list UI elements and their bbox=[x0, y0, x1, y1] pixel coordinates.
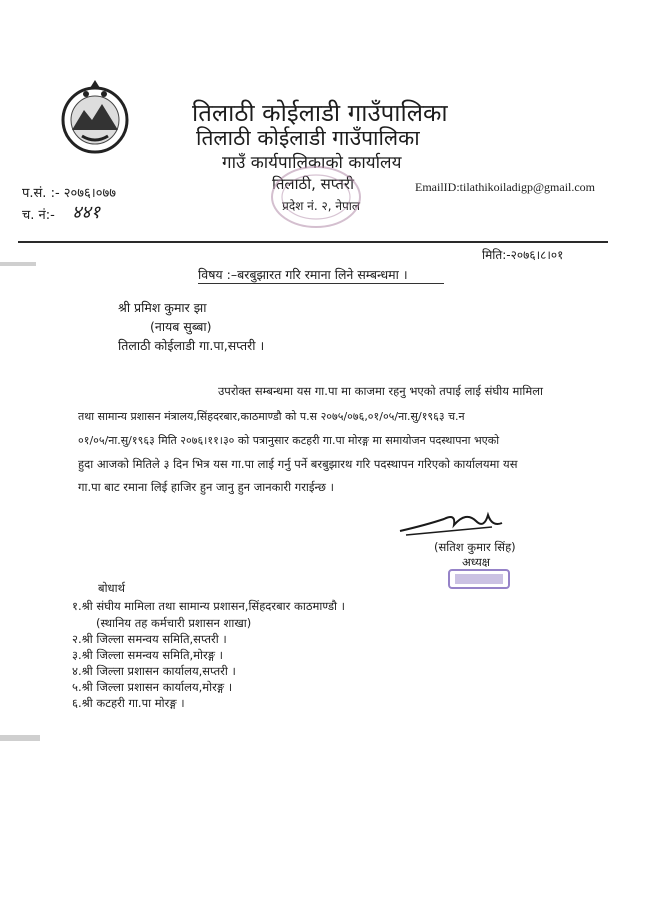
recipient-office: तिलाठी कोईलाडी गा.पा,सप्तरी । bbox=[118, 338, 265, 353]
body-line: उपरोक्त सम्बन्धमा यस गा.पा मा काजमा रहनु भएको तपाई लाई संघीय मामिला bbox=[218, 384, 544, 398]
subject-line: विषय :–बरबुझारत गरि रमाना लिने सम्बन्धमा । bbox=[198, 267, 408, 282]
header-divider bbox=[18, 241, 608, 243]
scan-artifact bbox=[0, 735, 40, 741]
recipient-title: (नायब सुब्बा) bbox=[150, 319, 212, 334]
nepal-emblem-logo bbox=[56, 78, 134, 156]
email-address: EmailID:tilathikoiladigp@gmail.com bbox=[415, 180, 596, 194]
body-line: हुदा आजको मितिले ३ दिन भित्र यस गा.पा लाई गर्नु पर्ने बरबुझारथ गरि पदस्थापन गरिएको कार्यालयमा यस bbox=[78, 457, 518, 471]
scan-artifact bbox=[0, 262, 36, 266]
cc-item: १.श्री संघीय मामिला तथा सामान्य प्रशासन,सिंहदरबार काठमाण्डौ । bbox=[72, 599, 345, 613]
municipality-name: तिलाठी कोईलाडी गाउँपालिका bbox=[192, 99, 448, 127]
municipality-name-alt: तिलाठी कोईलाडी गाउँपालिका bbox=[196, 126, 420, 150]
province: प्रदेश नं. २, नेपाल bbox=[282, 199, 361, 213]
chalani-number-value: ४४१ bbox=[72, 202, 101, 223]
signatory-name: (सतिश कुमार सिंह) bbox=[434, 540, 516, 554]
stamp-mark bbox=[447, 567, 511, 591]
handwritten-signature bbox=[396, 505, 506, 541]
recipient-name: श्री प्रमिश कुमार झा bbox=[118, 300, 207, 315]
cc-item: २.श्री जिल्ला समन्वय समिति,सप्तरी । bbox=[72, 632, 227, 646]
cc-item: ४.श्री जिल्ला प्रशासन कार्यालय,सप्तरी । bbox=[72, 664, 236, 678]
letter-date: मिति:-२०७६।८।०१ bbox=[482, 248, 564, 262]
chalani-number-label: च. नं:- bbox=[22, 208, 55, 223]
body-line: गा.पा बाट रमाना लिई हाजिर हुन जानु हुन जानकारी गराईन्छ । bbox=[78, 480, 334, 494]
office-location: तिलाठी, सप्तरी bbox=[272, 175, 354, 193]
signatory-title: अध्यक्ष bbox=[462, 555, 491, 569]
office-name: गाउँ कार्यपालिकाको कार्यालय bbox=[222, 153, 402, 173]
cc-item: ५.श्री जिल्ला प्रशासन कार्यालय,मोरङ्ग । bbox=[72, 680, 233, 694]
cc-item: (स्थानिय तह कर्मचारी प्रशासन शाखा) bbox=[96, 616, 252, 630]
body-line: ०१/०५/ना.सु/१९६३ मिति २०७६।११।३० को पत्रानुसार कटहरी गा.पा मोरङ्ग मा समायोजन पदस्थापना भएको bbox=[78, 434, 500, 447]
body-line: तथा सामान्य प्रशासन मंत्रालय,सिंहदरबार,काठमाण्डौ को प.स २०७५/०७६,०१/०५/ना.सु/१९६३ च.न bbox=[78, 410, 465, 423]
cc-heading: बोधार्थ bbox=[98, 581, 125, 595]
cc-item: ६.श्री कटहरी गा.पा मोरङ्ग । bbox=[72, 696, 185, 710]
subject-underline bbox=[198, 283, 444, 284]
cc-item: ३.श्री जिल्ला समन्वय समिति,मोरङ्ग । bbox=[72, 648, 224, 662]
patra-sankhya: प.सं. :- २०७६।०७७ bbox=[22, 186, 117, 201]
office-seal bbox=[268, 162, 364, 232]
